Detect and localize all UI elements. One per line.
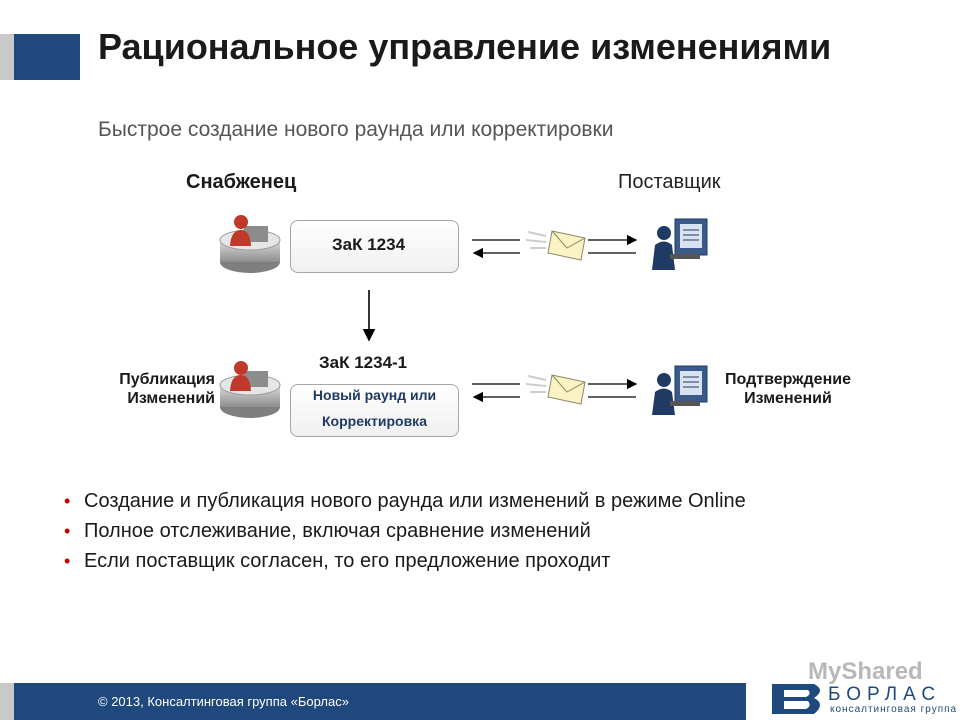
bullet-dot-icon: • xyxy=(64,521,71,541)
bullet-dot-icon: • xyxy=(64,551,71,571)
round-line-2: Корректировка xyxy=(322,413,427,429)
round-line-1: Новый раунд или xyxy=(312,387,437,403)
footer-accent-gray xyxy=(0,683,14,720)
order-2-label: ЗаК 1234-1 xyxy=(319,353,408,372)
envelope-icon-2 xyxy=(526,375,585,404)
bullet-dot-icon: • xyxy=(64,491,71,511)
buyer-workstation-icon-2 xyxy=(220,361,280,418)
buyer-workstation-icon-1 xyxy=(220,215,280,273)
brand-name: БОРЛАС xyxy=(828,684,942,705)
supplier-computer-icon-2 xyxy=(652,366,707,415)
bullet-list xyxy=(62,486,922,576)
confirm-label: Подтверждение Изменений xyxy=(725,371,851,407)
brand-tagline: консалтинговая группа xyxy=(830,704,958,715)
footer-copyright: © 2013, Консалтинговая группа «Борлас» xyxy=(98,694,349,709)
bullet-item: • Создание и публикация нового раунда или изменений в режиме Online xyxy=(62,486,922,516)
envelope-icon-1 xyxy=(526,231,585,260)
borlas-logo-icon xyxy=(772,684,820,714)
supplier-label: Поставщик xyxy=(618,171,721,193)
publish-label: Публикация Изменений xyxy=(119,371,215,407)
watermark: MyShared xyxy=(808,658,923,685)
bullet-item: • Полное отслеживание, включая сравнение изменений xyxy=(62,516,922,546)
supplier-computer-icon-1 xyxy=(652,219,707,270)
slide-title: Рациональное управление изменениями xyxy=(98,26,832,67)
bullet-item: • Если поставщик согласен, то его предложение проходит xyxy=(62,546,922,576)
order-1-label: ЗаК 1234 xyxy=(332,235,406,254)
slide-subtitle: Быстрое создание нового раунда или корректировки xyxy=(98,118,614,141)
buyer-label: Снабженец xyxy=(186,171,297,193)
